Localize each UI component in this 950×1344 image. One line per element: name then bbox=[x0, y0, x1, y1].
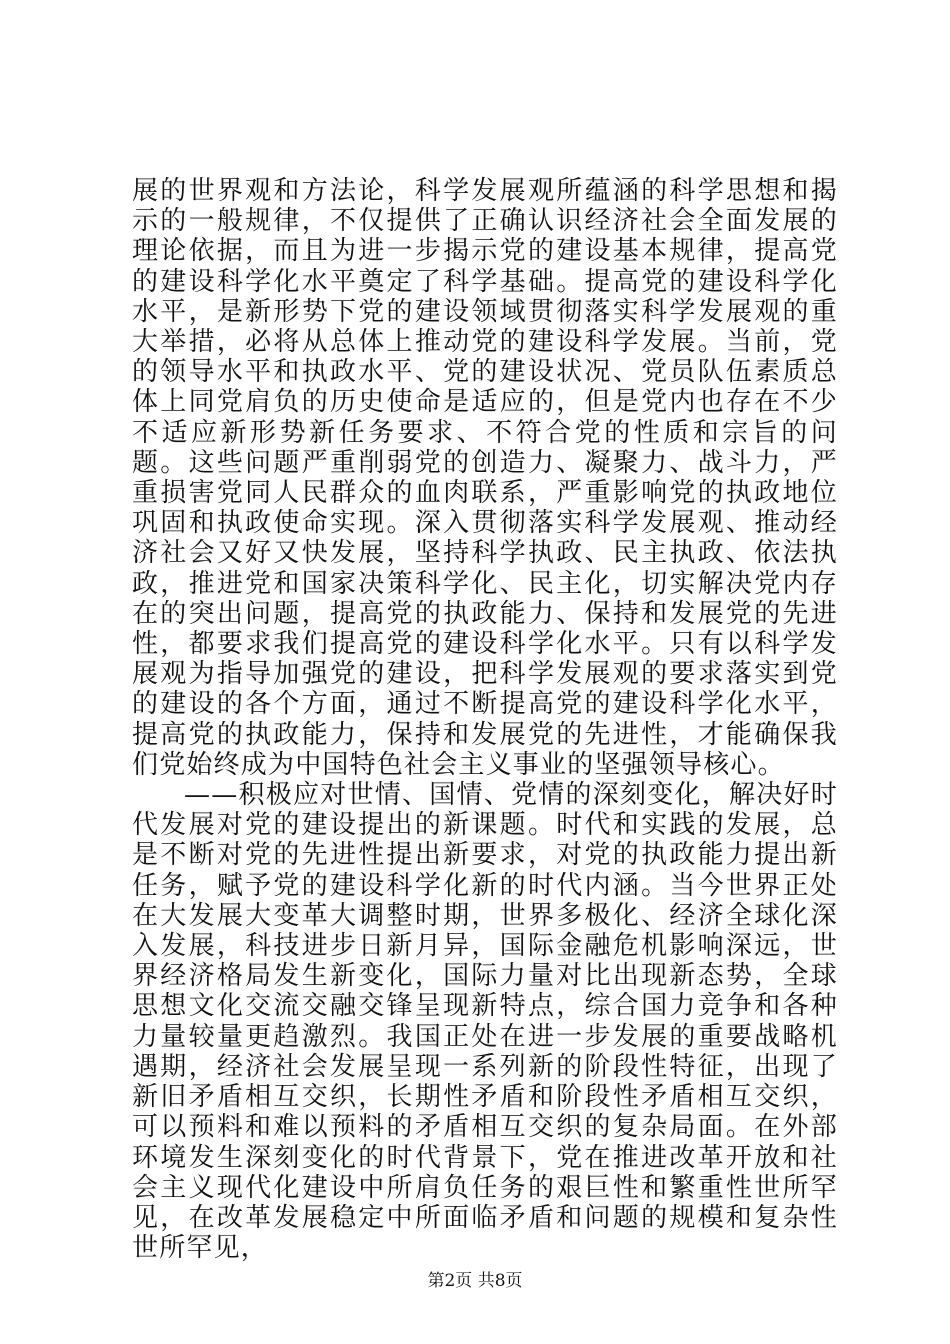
page-number-footer: 第2页 共8页 bbox=[427, 1271, 523, 1291]
body-text bbox=[132, 176, 838, 1263]
paragraph-1: 展的世界观和方法论，科学发展观所蕴涵的科学思想和揭示的一般规律，不仅提供了正确认识经济社会全面发展的理论依据，而且为进一步揭示党的建设基本规律，提高党的建设科学化水平奠定了科学基础。提高党的建设科学化水平，是新形势下党的建设领域贯彻落实科学发展观的重大举措，必将从总体上推动党的建设科学发展。当前，党的领导水平和执政水平、党的建设状况、党员队伍素质总体上同党肩负的历史使命是适应的，但是党内也存在不少不适应新形势新任务要求、不符合党的性质和宗旨的问题。这些问题严重削弱党的创造力、凝聚力、战斗力，严重损害党同人民群众的血肉联系，严重影响党的执政地位巩固和执政使命实现。深入贯彻落实科学发展观、推动经济社会又好又快发展，坚持科学执政、民主执政、依法执政，推进党和国家决策科学化、民主化，切实解决党内存在的突出问题，提高党的执政能力、保持和发展党的先进性，都要求我们提高党的建设科学化水平。只有以科学发展观为指导加强党的建设，把科学发展观的要求落实到党的建设的各个方面，通过不断提高党的建设科学化水平，提高党的执政能力，保持和发展党的先进性，才能确保我们党始终成为中国特色社会主义事业的坚强领导核心。 bbox=[132, 176, 838, 780]
paragraph-2: ——积极应对世情、国情、党情的深刻变化，解决好时代发展对党的建设提出的新课题。时代和实践的发展，总是不断对党的先进性提出新要求，对党的执政能力提出新任务，赋予党的建设科学化新的时代内涵。当今世界正处在大发展大变革大调整时期，世界多极化、经济全球化深入发展，科技进步日新月异，国际金融危机影响深远，世界经济格局发生新变化，国际力量对比出现新态势，全球思想文化交流交融交锋呈现新特点，综合国力竞争和各种力量较量更趋激烈。我国正处在进一步发展的重要战略机遇期，经济社会发展呈现一系列新的阶段性特征，出现了新旧矛盾相互交织，长期性矛盾和阶段性矛盾相互交织，可以预料和难以预料的矛盾相互交织的复杂局面。在外部环境发生深刻变化的时代背景下，党在推进改革开放和社会主义现代化建设中所肩负任务的艰巨性和繁重性世所罕见，在改革发展稳定中所面临矛盾和问题的规模和复杂性世所罕见， bbox=[132, 780, 838, 1264]
